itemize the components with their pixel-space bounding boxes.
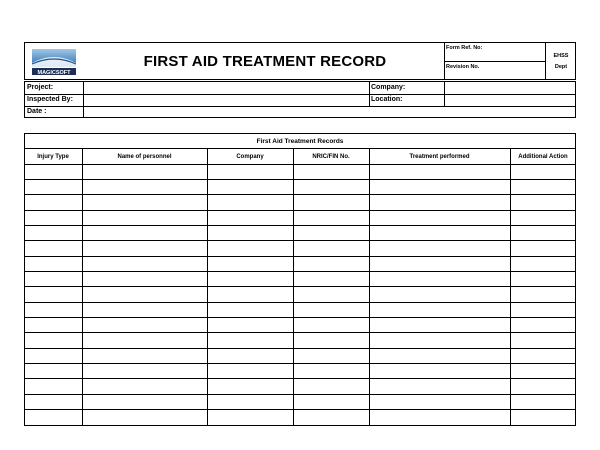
- svg-text:MAGICSOFT: MAGICSOFT: [37, 70, 71, 75]
- dept-code: EHSS: [553, 53, 569, 59]
- table-row-line: [24, 240, 576, 241]
- column-header-treatment-performed: Treatment performed: [409, 154, 470, 160]
- treatment-records-table: [24, 133, 576, 426]
- info-section: [24, 81, 576, 118]
- header-divider: [545, 43, 546, 79]
- info-divider: [83, 82, 84, 117]
- date-label: Date :: [27, 108, 47, 115]
- table-column-line: [82, 148, 83, 426]
- header-divider: [444, 61, 545, 62]
- column-header-nric-fin: NRIC/FIN No.: [312, 154, 350, 160]
- table-row-line: [24, 394, 576, 395]
- table-row-line: [24, 348, 576, 349]
- table-row-line: [24, 302, 576, 303]
- column-header-company: Company: [236, 154, 264, 160]
- table-row-line: [24, 256, 576, 257]
- location-label: Location:: [371, 96, 403, 103]
- form-header: [24, 42, 576, 80]
- company-label: Company:: [371, 84, 406, 91]
- dept-label: Dept: [554, 64, 568, 70]
- table-row-line: [24, 179, 576, 180]
- table-row-line: [24, 363, 576, 364]
- column-header-additional-action: Additional Action: [518, 154, 568, 160]
- table-row-line: [24, 286, 576, 287]
- table-row-line: [24, 148, 576, 149]
- table-row-line: [24, 332, 576, 333]
- info-divider: [25, 94, 575, 95]
- table-row-line: [24, 409, 576, 410]
- table-row-line: [24, 194, 576, 195]
- table-row-line: [24, 271, 576, 272]
- table-title: First Aid Treatment Records: [256, 138, 344, 145]
- table-column-line: [510, 148, 511, 426]
- document-title: FIRST AID TREATMENT RECORD: [143, 53, 387, 70]
- table-row-line: [24, 378, 576, 379]
- info-divider: [369, 82, 370, 106]
- column-header-injury-type: Injury Type: [37, 154, 69, 160]
- table-row-line: [24, 210, 576, 211]
- column-header-name-of-personnel: Name of personnel: [117, 154, 172, 160]
- table-row-line: [24, 317, 576, 318]
- table-column-line: [293, 148, 294, 426]
- project-label: Project:: [27, 84, 54, 91]
- form-ref-label: Form Ref. No:: [446, 45, 483, 51]
- table-column-line: [207, 148, 208, 426]
- info-divider: [25, 106, 575, 107]
- inspected-by-label: Inspected By:: [27, 96, 73, 103]
- company-logo: [32, 49, 76, 75]
- info-divider: [444, 82, 445, 106]
- table-row-line: [24, 225, 576, 226]
- table-column-line: [369, 148, 370, 426]
- revision-label: Revision No.: [446, 64, 480, 70]
